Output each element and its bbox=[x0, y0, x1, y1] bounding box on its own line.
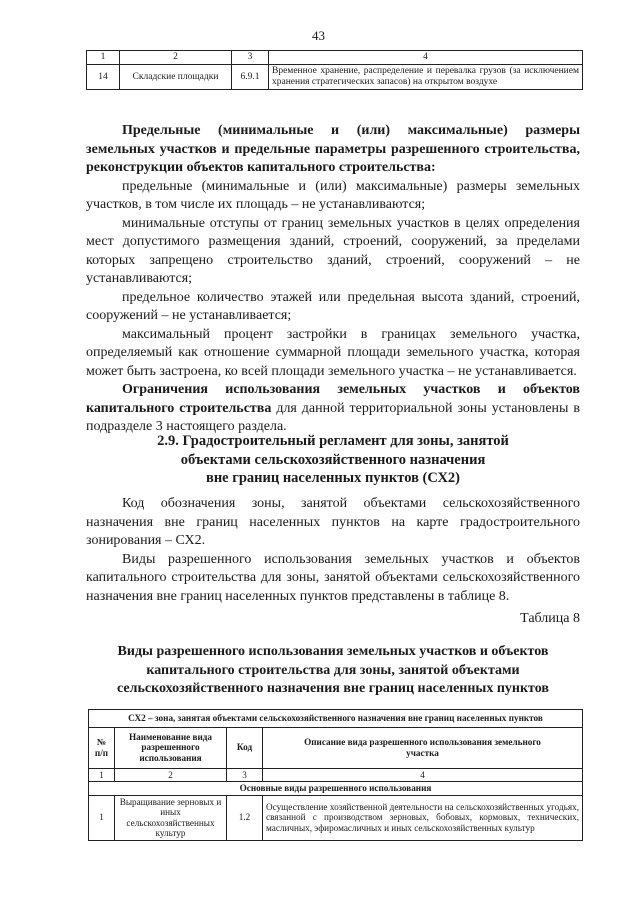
row-name: Складские площадки bbox=[120, 65, 232, 90]
table-title bbox=[86, 643, 580, 699]
row-description: Осуществление хозяйственной деятельности на сельскохозяйственных угодьях, связанной с производством зерновых, бобовых, кормовых, технических, масличных, эфиромасличных и иных сельскохозяйственных культур bbox=[263, 795, 583, 840]
table-title-line-2: капитального строительства для зоны, занятой объектами bbox=[146, 662, 520, 678]
table-row bbox=[89, 795, 583, 840]
section-body bbox=[86, 495, 580, 629]
limits-paragraph-1: предельные (минимальные и (или) максимальные) размеры земельных участков, в том числе их площадь – не устанавливаются; bbox=[86, 178, 580, 212]
limits-paragraph-2: минимальные отступы от границ земельных участков в целях определения мест допустимого размещения зданий, строений, сооружений, за пределами которых запрещено строительство зданий, строений, сооружений – не устанавливаются; bbox=[86, 215, 580, 286]
table-header-row bbox=[87, 51, 583, 65]
section-paragraph-2: Виды разрешенного использования земельных участков и объектов капитального строительства для зоны, занятой объектами сельскохозяйственного назначения вне границ населенных пунктов представлены в таблице 8. bbox=[86, 551, 580, 604]
table-row bbox=[87, 65, 583, 90]
row-code: 1.2 bbox=[227, 795, 263, 840]
table-header-row bbox=[89, 727, 583, 768]
table-label: Таблица 8 bbox=[520, 611, 580, 626]
row-number: 14 bbox=[87, 65, 120, 90]
continued-table bbox=[86, 50, 583, 90]
header-name: Наименование вида разрешенного использования bbox=[115, 727, 227, 768]
table-title-line-1: Виды разрешенного использования земельных участков и объектов bbox=[117, 644, 549, 659]
section-heading-line-1: 2.9. Градостроительный регламент для зоны, занятой bbox=[157, 433, 509, 449]
col-number-3: 3 bbox=[232, 51, 269, 65]
restrictions-rest: для данной территориальной зоны установлены в подразделе 3 настоящего раздела. bbox=[86, 400, 581, 434]
header-description: Описание вида разрешенного использования земельного участка bbox=[263, 727, 583, 768]
table-8 bbox=[88, 709, 583, 841]
section-paragraph-1: Код обозначения зоны, занятой объектами сельскохозяйственного назначения вне границ населенных пунктов на карте градостроительного зонирования – СХ2. bbox=[86, 496, 580, 548]
table-caption: СХ2 – зона, занятая объектами сельскохозяйственного назначения вне границ населенных пунктов bbox=[89, 710, 583, 728]
limits-paragraph-4: максимальный процент застройки в границах земельного участка, определяемый как отношение суммарной площади земельного участка, которая может быть застроена, ко всей площади земельного участка – не устанавливается. bbox=[86, 326, 580, 379]
section-heading-line-3: вне границ населенных пунктов (СХ2) bbox=[205, 470, 461, 486]
group-heading: Основные виды разрешенного использования bbox=[89, 782, 583, 796]
col-number-2: 2 bbox=[120, 51, 232, 65]
table-title-line-3: сельскохозяйственного назначения вне границ населенных пунктов bbox=[117, 681, 549, 696]
col-number-4: 4 bbox=[269, 51, 583, 65]
restrictions-bold: Ограничения использования земельных участков и объектов капитального строительства bbox=[86, 382, 580, 416]
limits-section bbox=[86, 122, 580, 437]
row-code: 6.9.1 bbox=[232, 65, 269, 90]
col-number-2: 2 bbox=[115, 768, 227, 782]
row-number: 1 bbox=[89, 795, 115, 840]
col-number-3: 3 bbox=[227, 768, 263, 782]
col-number-4: 4 bbox=[263, 768, 583, 782]
page-number: 43 bbox=[312, 28, 325, 43]
restrictions-paragraph bbox=[86, 381, 580, 437]
row-description: Временное хранение, распределение и перевалка грузов (за исключением хранения стратегических запасов) на открытом воздухе bbox=[269, 65, 583, 90]
limits-paragraph-3: предельное количество этажей или предельная высота зданий, строений, сооружений – не устанавливается; bbox=[86, 289, 580, 323]
row-name: Выращивание зерновых и иных сельскохозяйственных культур bbox=[115, 795, 227, 840]
section-heading bbox=[86, 432, 580, 488]
header-number: № п/п bbox=[89, 727, 115, 768]
col-number-1: 1 bbox=[87, 51, 120, 65]
header-code: Код bbox=[227, 727, 263, 768]
col-number-1: 1 bbox=[89, 768, 115, 782]
table-caption-row bbox=[89, 710, 583, 728]
section-heading-line-2: объектами сельскохозяйственного назначения bbox=[180, 451, 486, 468]
column-numbers-row bbox=[89, 768, 583, 782]
limits-heading: Предельные (минимальные и (или) максимальные) размеры земельных участков и предельные параметры разрешенного строительства, реконструкции объектов капитального строительства: bbox=[86, 123, 580, 175]
group-row bbox=[89, 782, 583, 796]
